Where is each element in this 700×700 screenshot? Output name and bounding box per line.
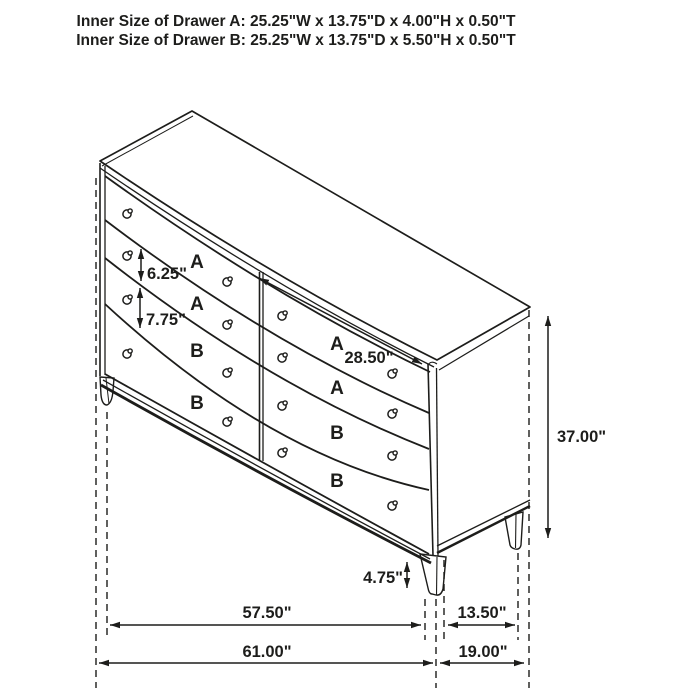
right-column-width-text: 28.50" [344, 349, 394, 367]
dimension-annotations [96, 178, 606, 688]
dresser-legs [100, 377, 523, 595]
overall-width-text: 61.00" [242, 643, 292, 661]
drawer-knob-icon [278, 353, 287, 362]
dimension-texts [146, 265, 606, 661]
drawer-knob-icon [123, 295, 132, 304]
right-drawer1-label: A [330, 334, 344, 355]
drawer-b-height-text: 7.75" [146, 311, 186, 329]
drawer-labels [190, 252, 344, 492]
left-drawer1-label: A [190, 252, 204, 273]
drawer-a-inner-size-text: Inner Size of Drawer A: 25.25"W x 13.75"D x 4.00"H x 0.50"T [76, 13, 516, 30]
right-drawer3-label: B [330, 423, 344, 444]
right-drawer4-label: B [330, 471, 344, 492]
back-right-leg-edge [516, 514, 517, 548]
right-post-inner [437, 368, 439, 556]
leg-depth-text: 13.50" [457, 604, 507, 622]
right-drawer2-label: A [330, 378, 344, 399]
drawer-knob-icon [123, 251, 132, 260]
drawer-knob-icon [278, 401, 287, 410]
leg-height-text: 4.75" [363, 569, 403, 587]
bottom-rail-top-curve [105, 374, 429, 554]
drawer-knob-icon [278, 448, 287, 457]
drawer-knob-icon [223, 368, 232, 377]
right-post-outer [428, 364, 433, 556]
front-right-leg-edge [437, 557, 438, 595]
drawer-knob-icon [388, 409, 397, 418]
top-left-edge-line [102, 116, 193, 166]
top-right-edge-band [439, 316, 529, 370]
dresser-right-panel [428, 362, 530, 556]
left-drawer2-label: A [190, 294, 204, 315]
dresser-drawing [100, 111, 530, 595]
drawer-a-height-text: 6.25" [147, 265, 187, 283]
drawer-knob-icon [123, 209, 132, 218]
drawer-knob-icon [388, 501, 397, 510]
bottom-rail-bottom-curve [101, 385, 431, 563]
bottom-rail-mid-curve [103, 380, 430, 559]
drawer-knob-icon [223, 320, 232, 329]
drawer-knob-icon [123, 349, 132, 358]
overall-height-text: 37.00" [557, 428, 607, 446]
drawer-knob-icon [223, 417, 232, 426]
header [76, 13, 516, 49]
drawer-knob-icon [223, 277, 232, 286]
drawer-b-inner-size-text: Inner Size of Drawer B: 25.25"W x 13.75"D x 5.50"H x 0.50"T [76, 32, 516, 49]
overall-depth-text: 19.00" [458, 643, 508, 661]
left-drawer4-label: B [190, 393, 204, 414]
drawer-knob-icon [278, 311, 287, 320]
dresser-top-face [100, 111, 530, 370]
left-drawer3-label: B [190, 341, 204, 362]
case-width-text: 57.50" [242, 604, 292, 622]
drawer-knob-icon [388, 369, 397, 378]
drawer-knob-icon [388, 451, 397, 460]
